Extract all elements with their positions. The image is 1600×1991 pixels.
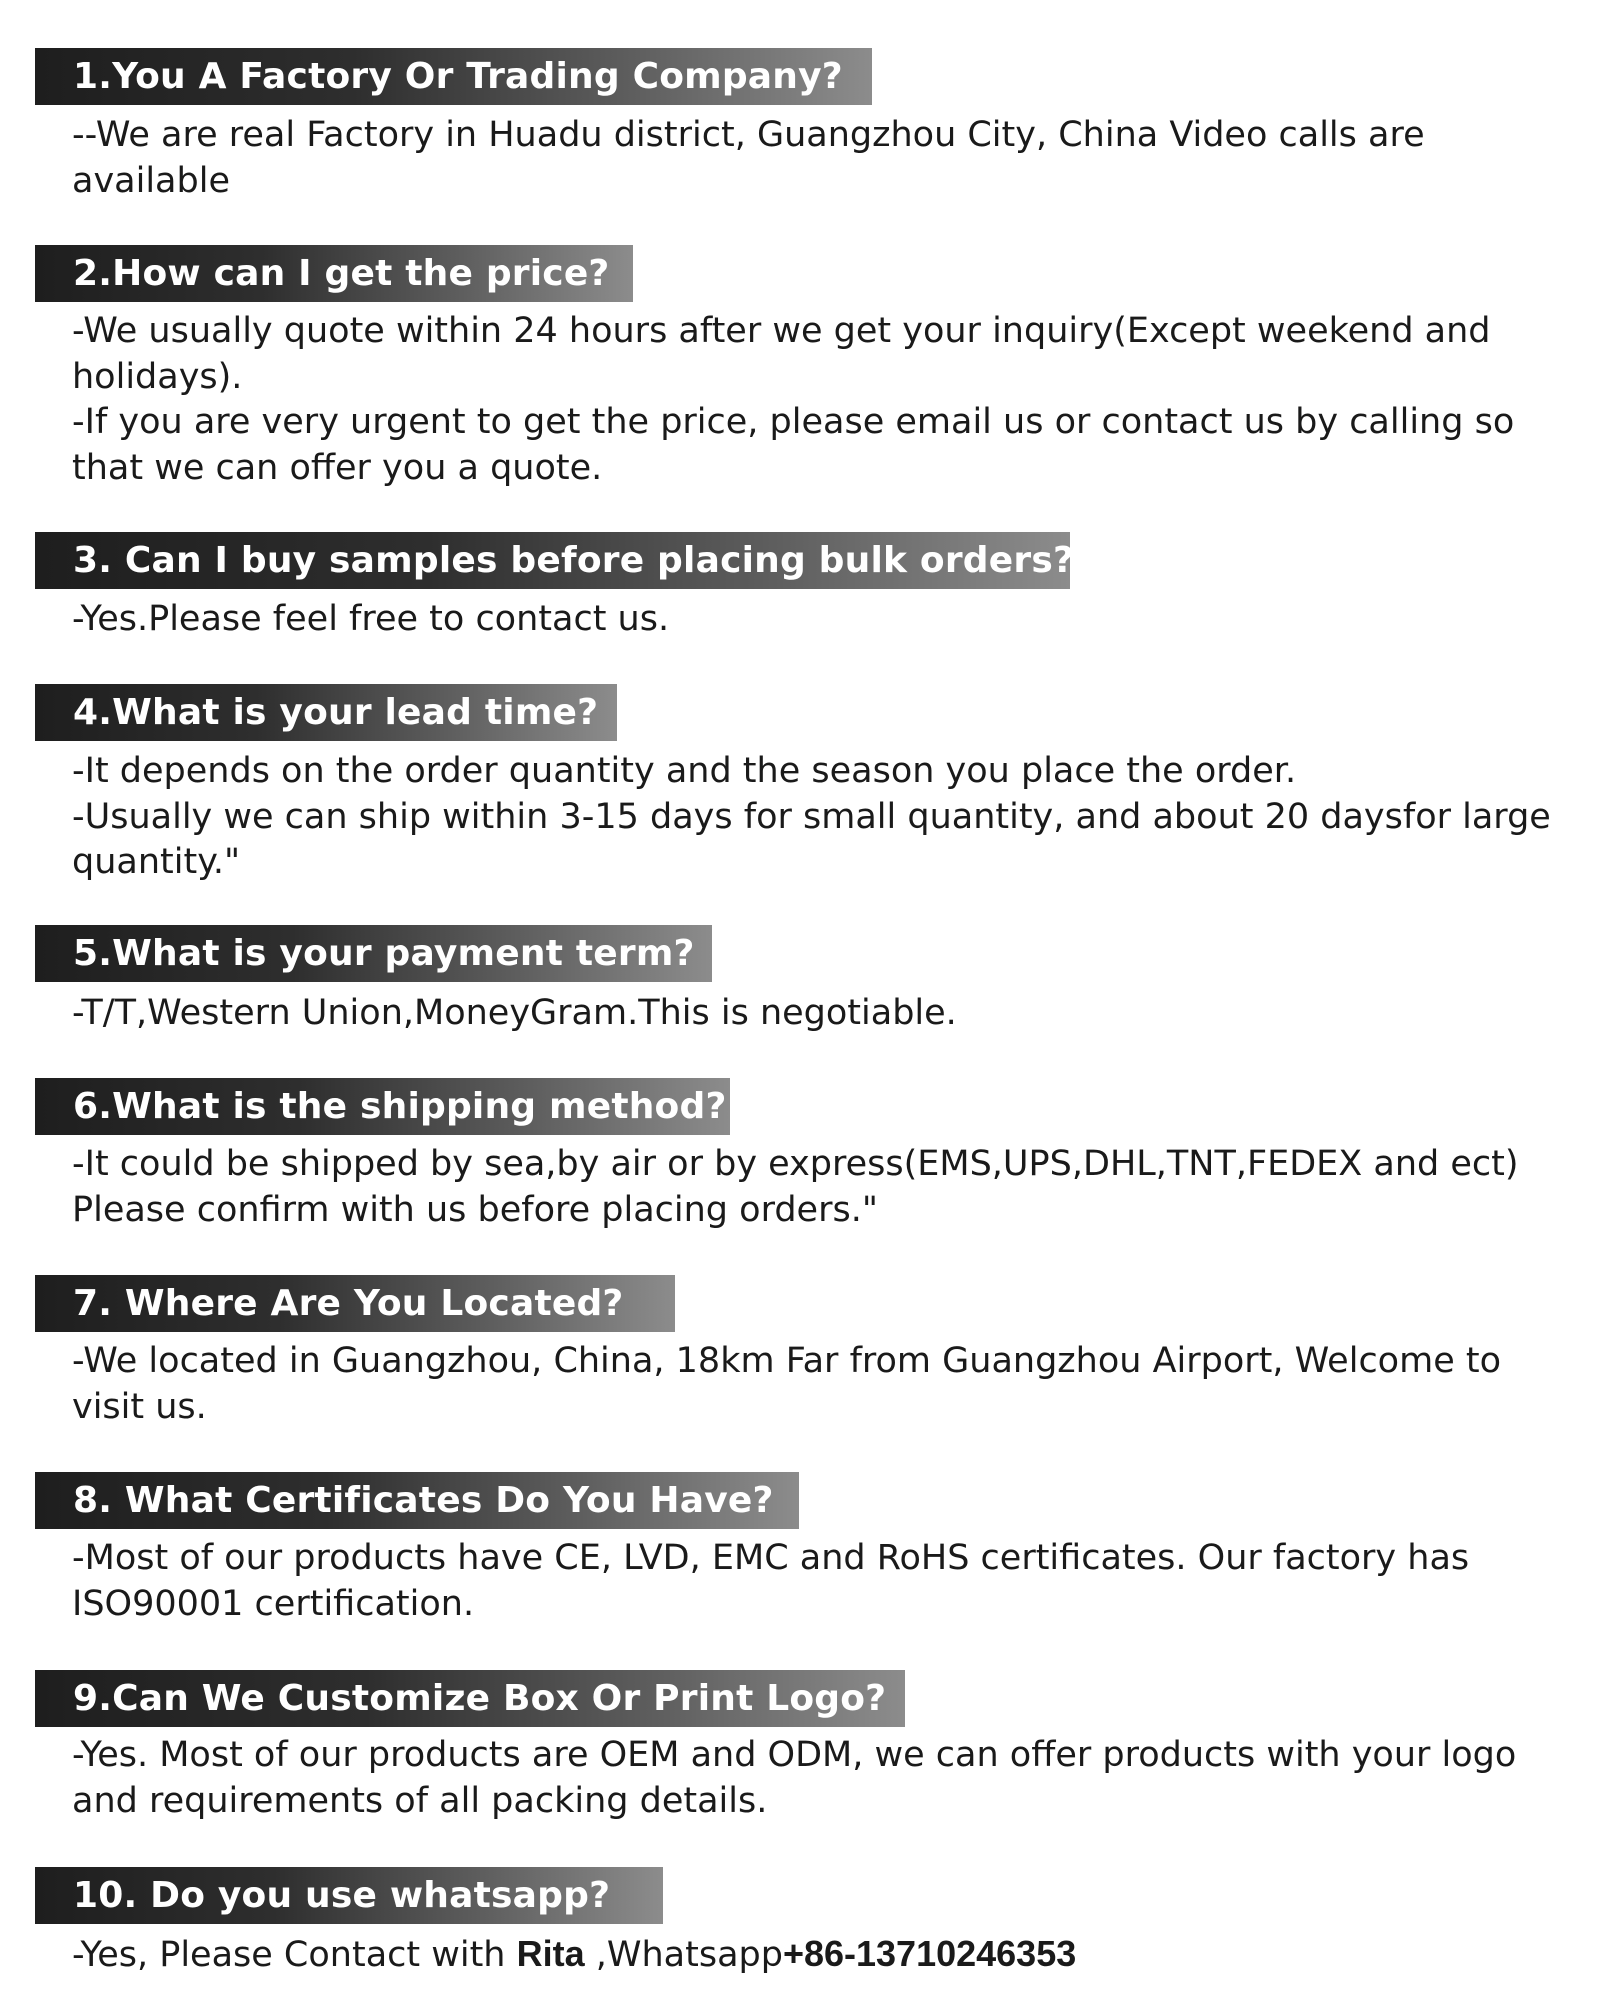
faq-question-3: 3. Can I buy samples before placing bulk orders? (35, 532, 1070, 589)
faq-answer-9 (72, 1733, 1572, 1824)
faq-answer-6 (72, 1142, 1572, 1233)
faq-answer-8-line: -Most of our products have CE, LVD, EMC and RoHS certificates. Our factory has ISO90001 certification. (72, 1538, 1470, 1624)
faq-answer-10 (72, 1931, 1572, 1979)
faq-answer-4 (72, 749, 1572, 886)
faq-answer-7 (72, 1339, 1572, 1430)
faq-answer-2-line-1: -We usually quote within 24 hours after we get your inquiry(Except weekend and holidays). (72, 311, 1491, 397)
faq-question-7: 7. Where Are You Located? (35, 1275, 675, 1332)
faq-question-8: 8. What Certificates Do You Have? (35, 1472, 799, 1529)
faq-question-1: 1.You A Factory Or Trading Company? (35, 48, 872, 105)
faq-answer-2 (72, 309, 1572, 491)
faq-answer-3-line: -Yes.Please feel free to contact us. (72, 599, 670, 639)
faq-answer-4-line-1: -It depends on the order quantity and the season you place the order. (72, 751, 1297, 791)
faq-answer-3 (72, 597, 1572, 643)
faq-answer-10-middle: ,Whatsapp (584, 1935, 783, 1975)
faq-answer-8 (72, 1536, 1572, 1627)
faq-answer-10-line (72, 1931, 1572, 1979)
faq-answer-1-line: --We are real Factory in Huadu district, Guangzhou City, China Video calls are available (72, 115, 1425, 201)
faq-question-6: 6.What is the shipping method? (35, 1078, 730, 1135)
faq-answer-5 (72, 991, 1572, 1037)
faq-answer-1 (72, 113, 1572, 204)
faq-question-2: 2.How can I get the price? (35, 245, 633, 302)
faq-answer-4-line-2: -Usually we can ship within 3-15 days for small quantity, and about 20 daysfor large quantity." (72, 796, 1551, 882)
faq-answer-7-line: -We located in Guangzhou, China, 18km Far from Guangzhou Airport, Welcome to visit us. (72, 1341, 1501, 1427)
faq-answer-10-prefix: -Yes, Please Contact with (72, 1935, 517, 1975)
whatsapp-phone-number: +86-13710246353 (782, 1933, 1077, 1974)
faq-answer-2-line-2: -If you are very urgent to get the price, please email us or contact us by calling so that we can offer you a quote. (72, 402, 1515, 488)
faq-question-5: 5.What is your payment term? (35, 925, 712, 982)
faq-question-4: 4.What is your lead time? (35, 684, 617, 741)
faq-question-9: 9.Can We Customize Box Or Print Logo? (35, 1670, 905, 1727)
faq-answer-6-line: -It could be shipped by sea,by air or by express(EMS,UPS,DHL,TNT,FEDEX and ect) Please confirm with us before placing orders." (72, 1144, 1519, 1230)
faq-answer-5-line: -T/T,Western Union,MoneyGram.This is negotiable. (72, 993, 957, 1033)
faq-answer-9-line: -Yes. Most of our products are OEM and ODM, we can offer products with your logo and requirements of all packing details. (72, 1735, 1517, 1821)
contact-name: Rita (516, 1933, 585, 1974)
faq-question-10: 10. Do you use whatsapp? (35, 1867, 663, 1924)
